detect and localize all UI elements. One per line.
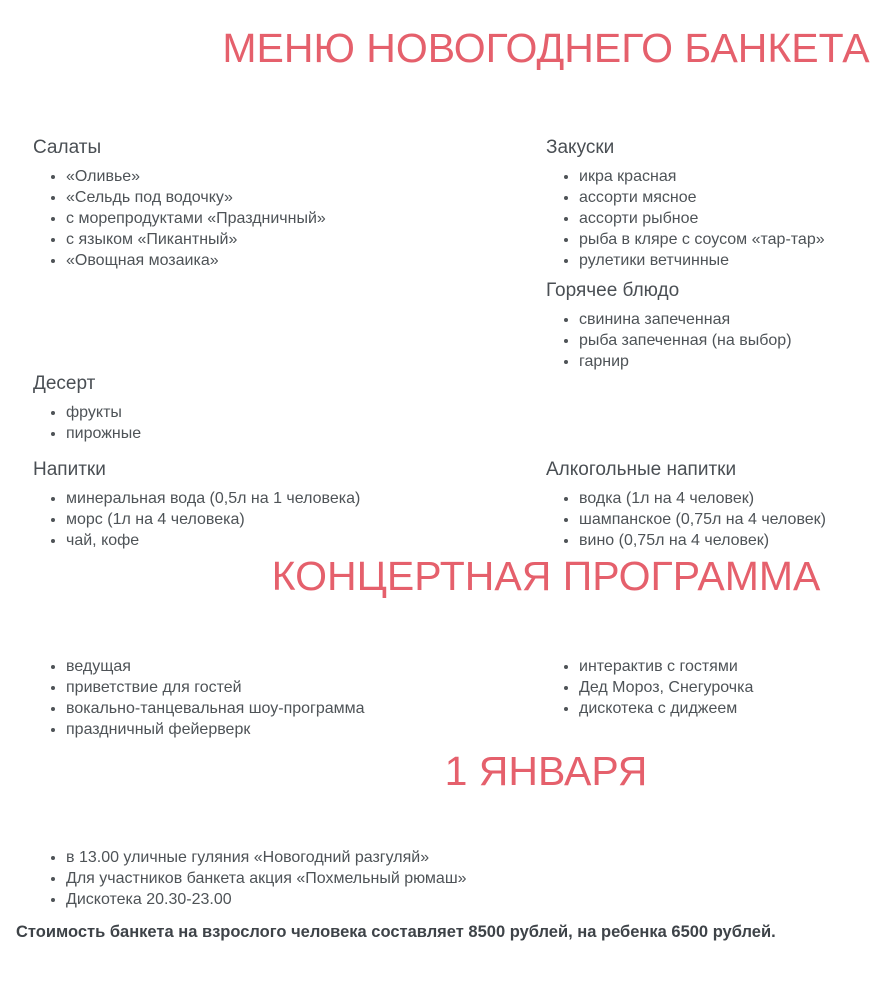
list-item: • рыба в кляре с соусом «тар-тар» <box>579 229 894 250</box>
list-item: • водка (1л на 4 человек) <box>579 488 894 509</box>
list-item: • ведущая <box>66 656 546 677</box>
january-1-heading: 1 ЯНВАРЯ <box>444 748 648 794</box>
dessert-heading: Десерт <box>33 373 96 394</box>
salads-heading: Салаты <box>33 137 102 158</box>
appetizers-heading: Закуски <box>546 137 615 158</box>
list-item: • праздничный фейерверк <box>66 719 546 740</box>
list-item: • «Сельдь под водочку» <box>66 187 546 208</box>
dessert-row-spacer <box>546 372 894 444</box>
list-item: • в 13.00 уличные гуляния «Новогодний разгуляй» <box>66 847 894 868</box>
hot-dish-heading: Горячее блюдо <box>546 280 680 301</box>
alcoholic-drinks-section <box>546 458 894 551</box>
list-item: • пирожные <box>66 423 546 444</box>
dessert-section <box>16 372 546 444</box>
menu-top-row <box>16 136 894 372</box>
hot-dish-list <box>546 309 894 372</box>
list-item: • вокально-танцевальная шоу-программа <box>66 698 546 719</box>
list-item: • гарнир <box>579 351 894 372</box>
salads-list <box>33 166 546 271</box>
concert-program-heading: КОНЦЕРТНАЯ ПРОГРАММА <box>271 553 821 599</box>
list-item: • приветствие для гостей <box>66 677 546 698</box>
list-item: • ассорти рыбное <box>579 208 894 229</box>
list-item: • «Оливье» <box>66 166 546 187</box>
list-item: • «Овощная мозаика» <box>66 250 546 271</box>
concert-right-list <box>546 656 894 719</box>
drinks-section <box>16 458 546 551</box>
appetizers-hot-dish-section <box>546 136 894 372</box>
page-title: МЕНЮ НОВОГОДНЕГО БАНКЕТА <box>222 25 870 71</box>
january-1-section <box>16 847 894 910</box>
january-1-list <box>33 847 894 910</box>
list-item: • свинина запеченная <box>579 309 894 330</box>
alcoholic-drinks-heading: Алкогольные напитки <box>546 459 737 480</box>
drinks-list <box>33 488 546 551</box>
list-item: • чай, кофе <box>66 530 546 551</box>
list-item: • Дискотека 20.30-23.00 <box>66 889 894 910</box>
list-item: • дискотека с диджеем <box>579 698 894 719</box>
list-item: • рыба запеченная (на выбор) <box>579 330 894 351</box>
drinks-row <box>16 458 894 551</box>
drinks-heading: Напитки <box>33 459 106 480</box>
list-item: • шампанское (0,75л на 4 человек) <box>579 509 894 530</box>
list-item: • икра красная <box>579 166 894 187</box>
concert-left-list <box>33 656 546 740</box>
price-note: Стоимость банкета на взрослого человека составляет 8500 рублей, на ребенка 6500 рублей. <box>16 923 776 941</box>
list-item: • минеральная вода (0,5л на 1 человека) <box>66 488 546 509</box>
list-item: • интерактив с гостями <box>579 656 894 677</box>
concert-program-row <box>16 656 894 740</box>
alcoholic-drinks-list <box>546 488 894 551</box>
list-item: • Для участников банкета акция «Похмельный рюмаш» <box>66 868 894 889</box>
appetizers-list <box>546 166 894 271</box>
banquet-menu-page <box>16 24 894 943</box>
concert-left-column <box>16 656 546 740</box>
dessert-row <box>16 372 894 444</box>
list-item: • рулетики ветчинные <box>579 250 894 271</box>
list-item: • с языком «Пикантный» <box>66 229 546 250</box>
list-item: • Дед Мороз, Снегурочка <box>579 677 894 698</box>
concert-right-column <box>546 656 894 740</box>
list-item: • ассорти мясное <box>579 187 894 208</box>
salads-section <box>16 136 546 372</box>
list-item: • морс (1л на 4 человека) <box>66 509 546 530</box>
list-item: • с морепродуктами «Праздничный» <box>66 208 546 229</box>
list-item: • фрукты <box>66 402 546 423</box>
list-item: • вино (0,75л на 4 человек) <box>579 530 894 551</box>
dessert-list <box>33 402 546 444</box>
